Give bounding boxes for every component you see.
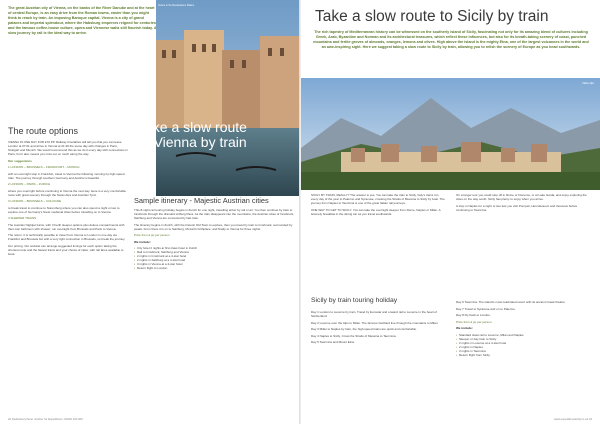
itinerary-day: Day 8 Fly back to London. [456, 313, 491, 317]
sicily-para: SICILY BY TRAIN, REALLY? The answer is yes. You can take the train to Sicily. Italy's trains run every day of the year to Palermo and Syracuse, crossing the Straits of Messina to Sicily by boat. The journey from Naples to Taormina is one of the great Italian rail journeys. [311, 193, 445, 205]
left-page [0, 0, 299, 424]
itinerary-day: Day 3 Milan to Naples by train, the high-speed trains are quick and comfortable. [311, 327, 417, 331]
sicily-intro: The rich tapestry of Mediterranean history can be witnessed on the southerly island of Sicily, fascinating not only for its amazing blend of cultures including Greek, Arab, Byzantine and Norman and its architectural treasures, which reflect these influences, but also for its breath-taking scenery of coast, punched mountains and fertile groves of almonds, oranges, lemons and olives. High above the island is the mighty Etna, one of the largest volcanoes in the world and an awe-inspiring sight. Here we suggest taking a slow route to Sicily by train, allowing you to relish the scenery of Europe as you head southwards. [313, 30, 589, 49]
left-footer: 22 Dedicated phone number for Expeditions: 01600 100 000 [8, 417, 83, 421]
sicily-para: On a longer tour you could stop off in Rome or Florence, or at Lake Garda, and enjoy exploring the cities on the way south. Sicily has plenty to enjoy when you arrive. [456, 193, 587, 201]
include-list [134, 246, 294, 270]
sicily-image [301, 78, 600, 190]
itinerary-day: Day 2 Lucerne over the Alps to Milan. The famous Gotthard line through the mountains to Milan. [311, 320, 439, 325]
include-item: • 2 nights in Naples [456, 345, 591, 349]
include-item: • 3 nights in Vienna at a 4-star hotel [134, 262, 294, 266]
sicily-title: Take a slow route to Sicily by train [315, 8, 549, 25]
include-item: • Standard class rail to Lucerne, Milan and Naples [456, 333, 591, 337]
include-item: • Return flight from Sicily [456, 353, 591, 357]
itinerary-day: Day 6 Taormina. The island's most celebrated resort with its ancient Greek theatre. [456, 300, 566, 304]
venice-caption: Venice in the Renaissance Palace [158, 4, 195, 7]
route-para: with an overnight stop in Frankfurt, travel to Vienna the following morning by high-speed train. The journey through southern Germany and Austria is beautiful. [8, 171, 125, 180]
venice-photo [156, 0, 299, 196]
route-option: 4 SLEEPER TRAINS [8, 216, 37, 220]
route-subheading: Our suggestions [8, 158, 32, 163]
route-option: 2 LONDON – PARIS – ZURICH [8, 182, 51, 186]
route-option: 1 LONDON – BRUSSELS – FRANKFURT – MUNICH [8, 165, 80, 169]
itinerary-price: Price from £ pp per person [456, 319, 492, 324]
include-item: • Return flight to London [134, 266, 294, 270]
include-item: • 2 nights in Salzburg at a 4-star hotel [134, 258, 294, 262]
route-pricing: Our pricing. Our website can arrange suggested timings for each option taking the shortest route and the fastest trains and your choice of class, with rail fares available to book. [8, 243, 124, 256]
include-item: • 2 nights in Innsbruck at a 4-star hotel [134, 254, 294, 258]
itinerary-column-1 [311, 310, 446, 347]
venice-image [156, 0, 299, 196]
include-item: • Sleeper or day train to Sicily [456, 337, 591, 341]
we-include-label: We include: [134, 239, 151, 244]
sample-column [134, 208, 294, 270]
right-footer: www.expeditionssicily.co.uk 23 [553, 417, 592, 421]
include-item: • 2 nights in Lucerne at a 4-star hotel [456, 341, 591, 345]
route-para: VIENNA IN ONE DAY FOR £70 PP. Railway timetables will tell you that you can leave London at 07:01 and arrive in Vienna at 21:30 the same day with changes in Paris, Stuttgart and Munich. We would recommend this as we do it every day with connections in Paris, but it also means you miss out on much along the way. [8, 140, 128, 156]
route-heading: The route options [8, 126, 79, 136]
sample-heading: Sample itinerary - Majestic Austrian cities [134, 196, 269, 205]
sicily-column-2 [456, 193, 591, 214]
sample-para: The itinerary begins in Zurich, with the historic Old Town to explore, then you travel by train to Innsbruck, surrounded by peaks. From there it is on to Salzburg, Mozart's birthplace, and finally to Vienna for three nights. [134, 222, 293, 231]
route-column-1 [8, 140, 128, 258]
route-para: where you overnight before continuing to Vienna the next day. Here is a very comfortable route with great scenery through the Swiss Alps and Austrian Tyrol. [8, 188, 126, 197]
sicily-caption: Italian Alps [582, 82, 594, 85]
route-return: The return. It is technically possible to travel from Vienna to London in one day via Frankfurt and Brussels but with a very tight connection in Brussels, so break the journey. [8, 233, 126, 241]
we-include-label: We include: [456, 326, 473, 330]
itinerary-day: Day 5 Taormina and Mount Etna. [311, 340, 355, 344]
include-item: • 3 nights in Taormina [456, 349, 591, 353]
vienna-overlay-title: Take a slow route to Vienna by train [138, 119, 247, 150]
sample-price: Price from £ pp per person [134, 233, 170, 237]
route-option: 3 LONDON – BRUSSELS – COLOGNE [8, 199, 62, 203]
sicily-para: ONE WAY TO GET TO SICILY. You can take the overnight sleeper from Rome, Naples or Milan. A leisurely breakfast in the dining car as you travel southwards. [311, 207, 441, 216]
itinerary-heading: Sicily by train touring holiday [311, 297, 398, 304]
sample-para: This 8-night rail touring holiday begins in Zurich for one night, travelling either by rail or air. You then continue by train to Innsbruck through the dramatic Arlberg Pass. As the train disappears into the mountains, the Austrian cities of Innsbruck, Salzburg and Vienna are connected by fast train. [134, 208, 294, 220]
itinerary-day: Day 1 London to Lucerne by train. Travel by Eurostar and onward rail to Lucerne in the heart of Switzerland. [311, 310, 437, 318]
itinerary-day: Day 4 Naples to Sicily. Cross the Straits of Messina to Taormina. [311, 333, 397, 338]
include-list [456, 333, 591, 357]
left-intro: The great Austrian city of Vienna, on the banks of the River Danube and at the heart of central Europe, is an easy drive from the Roman towns, easier than you might think to reach by train. An imposing Baroque capital, Vienna is a city of grand palaces and imperial splendour, where the Habsburg emperors reigned for centuries and the famous coffee-house culture, opera and Viennese waltz still flourish today. A slow journey by rail is the ideal way to arrive. [8, 6, 157, 35]
include-item: • City hotel 2 nights at first class hotel in Zurich [134, 246, 294, 250]
include-item: • Rail to Innsbruck, Salzburg and Vienna [134, 250, 294, 254]
right-page [301, 0, 600, 424]
itinerary-column-2 [456, 300, 591, 357]
sicily-para: A stop in Naples for a night or two lets you visit Pompeii, Herculaneum and Vesuvius before continuing to Taormina. [456, 203, 578, 212]
sicily-photo [301, 78, 600, 190]
route-para: The Austrian Nightjet trains, with 3 berth sleeper options plus deluxe compartments with their own bathroom with shower, run overnight from Brussels and Paris to Vienna. [8, 222, 125, 231]
route-para: to break travel to continue to Nuremberg where you can also spend a night or two to explore one of Germany's finest medieval cities before travelling on to Vienna. [8, 205, 120, 214]
sicily-column-1 [311, 193, 446, 218]
itinerary-day: Day 7 Travel to Syracuse and on to Palermo. [456, 306, 516, 311]
